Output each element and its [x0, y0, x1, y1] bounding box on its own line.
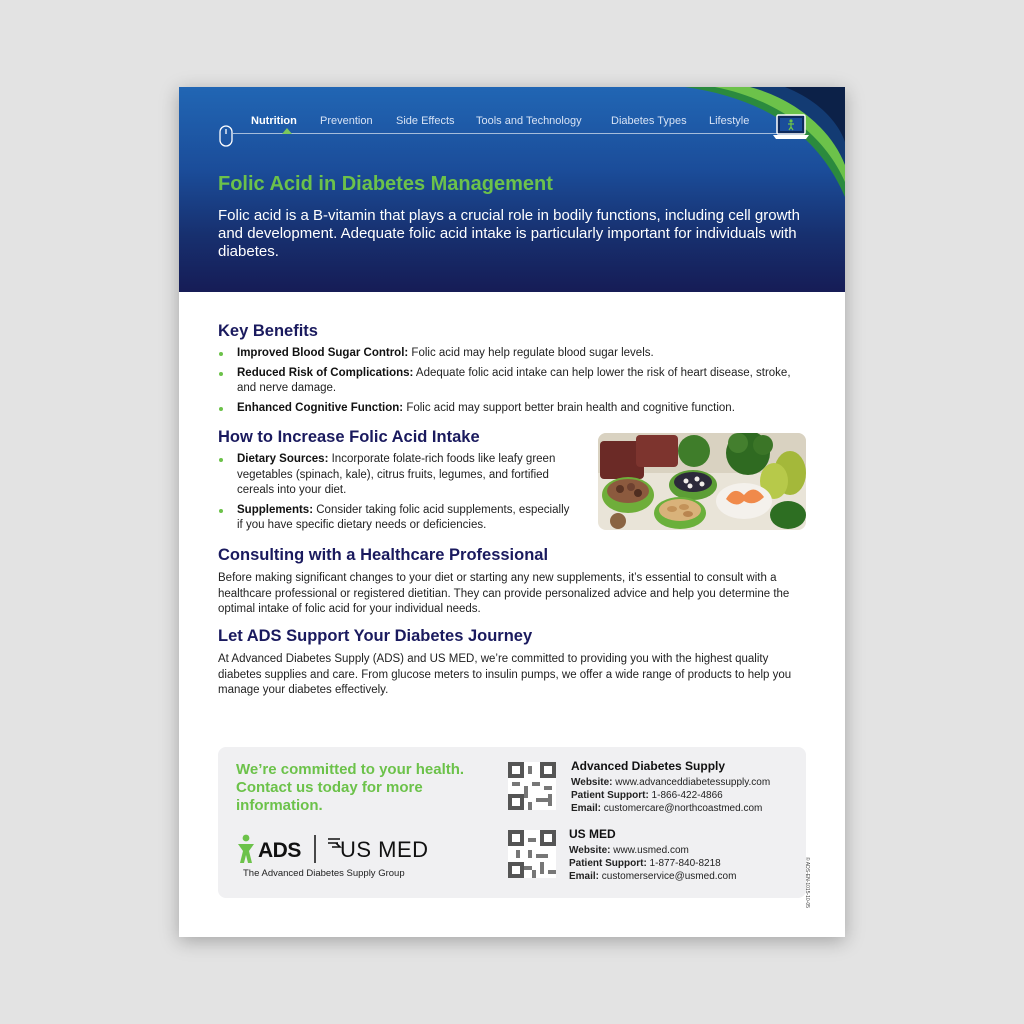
email-line — [569, 870, 736, 883]
consulting-text: Before making significant changes to your diet or starting any new supplements, it’s essential to consult with a healthcare professional or registered dietitian. They can provide personalized advice and help you determine the optimal intake of folic acid for your individual needs. — [218, 572, 790, 615]
intake-item — [218, 452, 578, 499]
benefit-item — [218, 401, 808, 417]
benefit-term: Reduced Risk of Complications: — [237, 366, 414, 379]
intake-term: Dietary Sources: — [237, 453, 329, 465]
website-line — [571, 776, 770, 789]
benefit-item — [218, 366, 808, 397]
key-benefits-heading: Key Benefits — [218, 322, 318, 340]
phone-label: Patient Support: — [571, 790, 649, 801]
group-tagline: The Advanced Diabetes Supply Group — [243, 868, 405, 879]
contact-call-to-action: We’re committed to your health. Contact us today for more information. — [236, 761, 465, 814]
website-link[interactable]: www.usmed.com — [610, 845, 689, 856]
key-benefits-list — [218, 346, 808, 420]
tab-prevention[interactable]: Prevention — [320, 115, 373, 127]
hero-banner — [179, 87, 845, 292]
phone-label: Patient Support: — [569, 858, 647, 869]
usmed-contact-info — [569, 828, 736, 883]
bullet-icon — [219, 407, 223, 411]
bullet-icon — [219, 458, 223, 462]
topic-nav — [219, 113, 815, 137]
nav-divider — [233, 133, 789, 134]
intake-text: Incorporate folate-rich foods like leafy green vegetables (spinach, kale), citrus fruits, legumes, and fortified cereals into your diet. — [237, 453, 556, 496]
laptop-icon — [772, 113, 810, 141]
phone-number[interactable]: 1-866-422-4866 — [648, 790, 723, 801]
email-label: Email: — [571, 803, 602, 814]
intake-term: Supplements: — [237, 503, 314, 516]
email-link[interactable]: customercare@northcoastmed.com — [601, 803, 763, 814]
org-name: US MED — [569, 827, 616, 841]
consulting-heading: Consulting with a Healthcare Professional — [218, 546, 549, 564]
ads-logo-text: ADS — [258, 839, 301, 862]
phone-number[interactable]: 1-877-840-8218 — [646, 858, 721, 869]
bullet-icon — [219, 509, 223, 513]
increase-intake-heading: How to Increase Folic Acid Intake — [218, 428, 480, 446]
email-label: Email: — [569, 871, 600, 882]
benefit-text: Folic acid may help regulate blood sugar levels. — [408, 347, 654, 359]
phone-line — [571, 789, 770, 802]
website-line — [569, 844, 736, 857]
phone-line — [569, 857, 736, 870]
benefit-item — [218, 346, 808, 362]
email-link[interactable]: customerservice@usmed.com — [599, 871, 737, 882]
email-line — [571, 802, 770, 815]
active-tab-indicator — [282, 128, 292, 134]
ads-usmed-logos — [236, 833, 456, 865]
tab-nutrition[interactable]: Nutrition — [251, 115, 297, 127]
qr-code-ads[interactable] — [508, 762, 556, 810]
intake-text: Consider taking folic acid supplements, especially if you have specific dietary needs or deficiencies. — [237, 503, 570, 531]
tab-side-effects[interactable]: Side Effects — [396, 115, 455, 127]
website-label: Website: — [571, 777, 613, 788]
benefit-term: Enhanced Cognitive Function: — [237, 401, 404, 414]
org-name: Advanced Diabetes Supply — [571, 759, 726, 773]
intro-text: Folic acid is a B-vitamin that plays a crucial role in bodily functions, including cell growth and development. Adequate folic acid intake is particularly important for individuals with diabetes. — [218, 207, 800, 260]
support-heading: Let ADS Support Your Diabetes Journey — [218, 627, 533, 645]
benefit-text: Folic acid may support better brain health and cognitive function. — [403, 401, 735, 414]
tab-lifestyle[interactable]: Lifestyle — [709, 115, 750, 127]
decorative-swoosh — [645, 87, 845, 197]
benefit-term: Improved Blood Sugar Control: — [237, 347, 409, 359]
tab-diabetes-types[interactable]: Diabetes Types — [611, 115, 687, 127]
increase-intake-list — [218, 452, 578, 538]
website-label: Website: — [569, 845, 611, 856]
tab-tools-and-technology[interactable]: Tools and Technology — [476, 115, 582, 127]
benefit-text: Adequate folic acid intake can help lower the risk of heart disease, stroke, and nerve damage. — [237, 366, 791, 394]
usmed-logo-text: US MED — [340, 837, 429, 862]
document-code: © ADS-EN-1015-10-05 — [804, 857, 810, 908]
ads-contact-info — [571, 760, 770, 815]
support-text: At Advanced Diabetes Supply (ADS) and US MED, we’re committed to providing you with the highest quality diabetes supplies and care. From glucose meters to insulin pumps, we offer a wide range of products to help you manage your diabetes effectively. — [218, 653, 792, 696]
mouse-icon — [219, 125, 233, 147]
contact-panel — [218, 747, 806, 898]
flyer-page — [179, 87, 845, 937]
intake-item — [218, 503, 578, 534]
bullet-icon — [219, 372, 223, 376]
page-title: Folic Acid in Diabetes Management — [218, 173, 553, 195]
bullet-icon — [219, 352, 223, 356]
website-link[interactable]: www.advanceddiabetessupply.com — [612, 777, 771, 788]
folate-foods-photo — [598, 433, 806, 530]
qr-code-usmed[interactable] — [508, 830, 556, 878]
